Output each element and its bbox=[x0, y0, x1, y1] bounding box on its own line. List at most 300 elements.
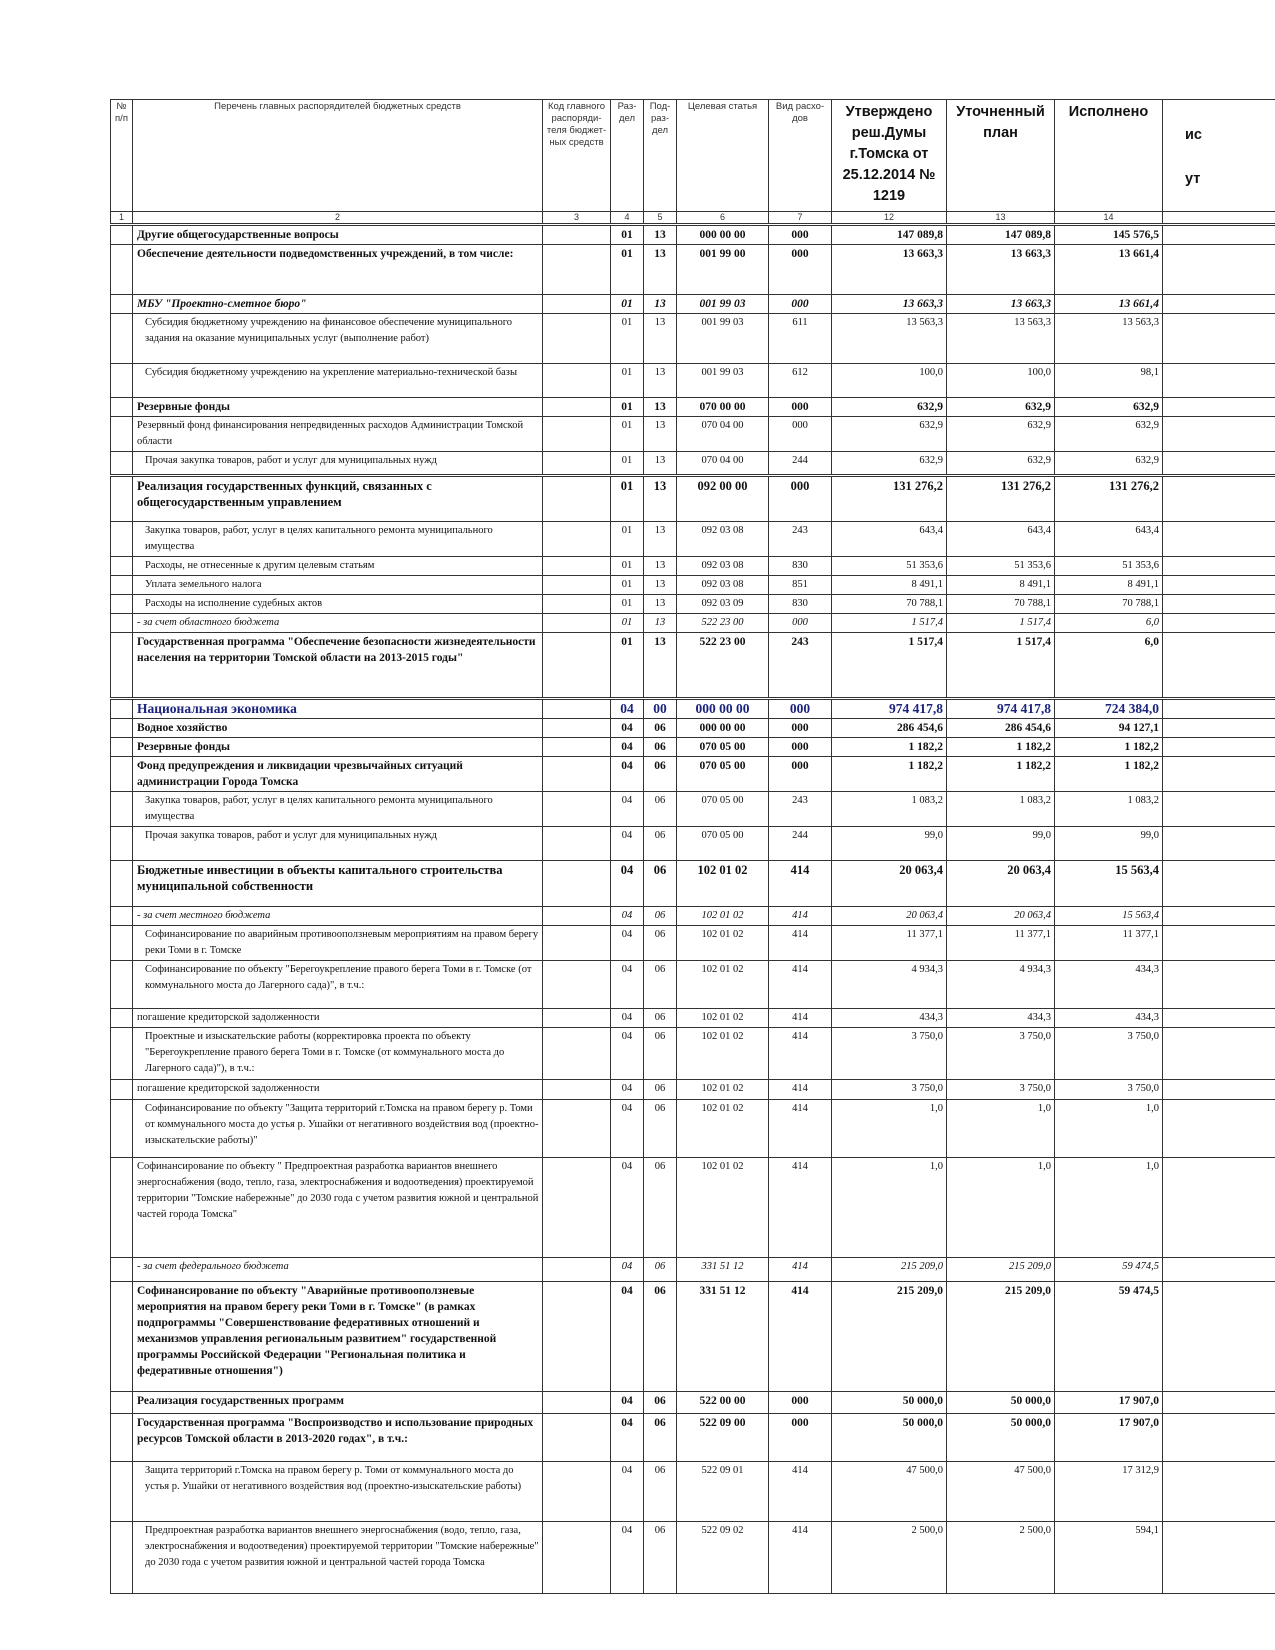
approved-cell: 1 517,4 bbox=[832, 614, 947, 633]
cut-cell bbox=[1163, 576, 1275, 595]
vid-cell: 000 bbox=[769, 476, 832, 522]
budget-sheet bbox=[110, 99, 1275, 1594]
podrazdel-cell: 13 bbox=[644, 476, 677, 522]
podrazdel-cell: 13 bbox=[644, 314, 677, 364]
target-cell: 070 05 00 bbox=[677, 827, 769, 861]
executed-cell: 6,0 bbox=[1055, 614, 1163, 633]
podrazdel-cell: 13 bbox=[644, 576, 677, 595]
code-cell bbox=[543, 1028, 611, 1080]
vid-cell: 000 bbox=[769, 757, 832, 792]
num-cell bbox=[111, 557, 133, 576]
vid-cell: 000 bbox=[769, 225, 832, 245]
num-cell bbox=[111, 476, 133, 522]
target-cell: 522 09 01 bbox=[677, 1462, 769, 1522]
target-cell: 001 99 00 bbox=[677, 245, 769, 295]
executed-cell: 15 563,4 bbox=[1055, 861, 1163, 907]
table-row bbox=[111, 827, 1275, 861]
plan-cell: 100,0 bbox=[947, 364, 1055, 398]
approved-cell: 974 417,8 bbox=[832, 699, 947, 719]
name-cell: - за счет федерального бюджета bbox=[133, 1258, 543, 1282]
podrazdel-cell: 06 bbox=[644, 719, 677, 738]
approved-cell: 70 788,1 bbox=[832, 595, 947, 614]
vid-cell: 000 bbox=[769, 398, 832, 417]
vid-cell: 243 bbox=[769, 633, 832, 699]
plan-cell: 8 491,1 bbox=[947, 576, 1055, 595]
code-cell bbox=[543, 1100, 611, 1158]
num-cell bbox=[111, 757, 133, 792]
approved-cell: 20 063,4 bbox=[832, 861, 947, 907]
executed-cell: 724 384,0 bbox=[1055, 699, 1163, 719]
executed-cell: 434,3 bbox=[1055, 961, 1163, 1009]
name-cell: Фонд предупреждения и ликвидации чрезвычайных ситуаций администрации Города Томска bbox=[133, 757, 543, 792]
podrazdel-cell: 06 bbox=[644, 1392, 677, 1414]
approved-cell: 286 454,6 bbox=[832, 719, 947, 738]
approved-cell: 434,3 bbox=[832, 1009, 947, 1028]
target-cell: 102 01 02 bbox=[677, 961, 769, 1009]
cut-cell bbox=[1163, 907, 1275, 926]
col-number: 4 bbox=[611, 212, 644, 225]
cut-cell bbox=[1163, 1282, 1275, 1392]
approved-cell: 1 517,4 bbox=[832, 633, 947, 699]
header-cut-2: ут bbox=[1185, 171, 1201, 187]
target-cell: 102 01 02 bbox=[677, 1028, 769, 1080]
num-cell bbox=[111, 452, 133, 476]
table-row bbox=[111, 417, 1275, 452]
razdel-cell: 01 bbox=[611, 417, 644, 452]
executed-cell: 594,1 bbox=[1055, 1522, 1163, 1594]
col-number: 12 bbox=[832, 212, 947, 225]
name-cell: Закупка товаров, работ, услуг в целях капитального ремонта муниципального имущества bbox=[133, 522, 543, 557]
plan-cell: 13 663,3 bbox=[947, 295, 1055, 314]
target-cell: 331 51 12 bbox=[677, 1258, 769, 1282]
plan-cell: 1,0 bbox=[947, 1158, 1055, 1258]
plan-cell: 3 750,0 bbox=[947, 1028, 1055, 1080]
razdel-cell: 04 bbox=[611, 757, 644, 792]
vid-cell: 414 bbox=[769, 861, 832, 907]
cut-cell bbox=[1163, 827, 1275, 861]
approved-cell: 215 209,0 bbox=[832, 1282, 947, 1392]
num-cell bbox=[111, 738, 133, 757]
vid-cell: 414 bbox=[769, 961, 832, 1009]
code-cell bbox=[543, 557, 611, 576]
podrazdel-cell: 06 bbox=[644, 1282, 677, 1392]
podrazdel-cell: 06 bbox=[644, 792, 677, 827]
header-num: № п/п bbox=[111, 100, 133, 212]
num-cell bbox=[111, 522, 133, 557]
name-cell: Расходы, не отнесенные к другим целевым статьям bbox=[133, 557, 543, 576]
cut-cell bbox=[1163, 1414, 1275, 1462]
cut-cell bbox=[1163, 1462, 1275, 1522]
num-cell bbox=[111, 633, 133, 699]
col-number: 7 bbox=[769, 212, 832, 225]
cut-cell bbox=[1163, 792, 1275, 827]
table-row bbox=[111, 1158, 1275, 1258]
podrazdel-cell: 06 bbox=[644, 907, 677, 926]
header-podrazdel: Под-раз-дел bbox=[644, 100, 677, 212]
name-cell: Резервный фонд финансирования непредвиденных расходов Администрации Томской области bbox=[133, 417, 543, 452]
target-cell: 070 05 00 bbox=[677, 792, 769, 827]
razdel-cell: 01 bbox=[611, 295, 644, 314]
vid-cell: 414 bbox=[769, 1009, 832, 1028]
razdel-cell: 01 bbox=[611, 557, 644, 576]
name-cell: погашение кредиторской задолженности bbox=[133, 1080, 543, 1100]
table-row bbox=[111, 1080, 1275, 1100]
num-cell bbox=[111, 699, 133, 719]
cut-cell bbox=[1163, 1100, 1275, 1158]
podrazdel-cell: 06 bbox=[644, 1414, 677, 1462]
vid-cell: 244 bbox=[769, 452, 832, 476]
plan-cell: 1,0 bbox=[947, 1100, 1055, 1158]
table-row bbox=[111, 476, 1275, 522]
vid-cell: 000 bbox=[769, 738, 832, 757]
num-cell bbox=[111, 719, 133, 738]
razdel-cell: 04 bbox=[611, 1462, 644, 1522]
name-cell: Резервные фонды bbox=[133, 738, 543, 757]
col-number: 3 bbox=[543, 212, 611, 225]
num-cell bbox=[111, 1414, 133, 1462]
executed-cell: 13 661,4 bbox=[1055, 245, 1163, 295]
razdel-cell: 04 bbox=[611, 1392, 644, 1414]
executed-cell: 11 377,1 bbox=[1055, 926, 1163, 961]
target-cell: 102 01 02 bbox=[677, 926, 769, 961]
target-cell: 102 01 02 bbox=[677, 861, 769, 907]
header-target: Целевая статья bbox=[677, 100, 769, 212]
name-cell: Прочая закупка товаров, работ и услуг для муниципальных нужд bbox=[133, 452, 543, 476]
col-number: 1 bbox=[111, 212, 133, 225]
table-row bbox=[111, 738, 1275, 757]
approved-cell: 8 491,1 bbox=[832, 576, 947, 595]
cut-cell bbox=[1163, 1392, 1275, 1414]
column-number-row bbox=[111, 212, 1275, 225]
plan-cell: 20 063,4 bbox=[947, 907, 1055, 926]
col-number: 2 bbox=[133, 212, 543, 225]
cut-cell bbox=[1163, 719, 1275, 738]
table-row bbox=[111, 861, 1275, 907]
name-cell: Обеспечение деятельности подведомственных учреждений, в том числе: bbox=[133, 245, 543, 295]
code-cell bbox=[543, 1158, 611, 1258]
cut-cell bbox=[1163, 738, 1275, 757]
name-cell: Прочая закупка товаров, работ и услуг для муниципальных нужд bbox=[133, 827, 543, 861]
cut-cell bbox=[1163, 245, 1275, 295]
razdel-cell: 04 bbox=[611, 861, 644, 907]
target-cell: 102 01 02 bbox=[677, 907, 769, 926]
table-row bbox=[111, 1028, 1275, 1080]
razdel-cell: 01 bbox=[611, 522, 644, 557]
table-row bbox=[111, 1522, 1275, 1594]
podrazdel-cell: 06 bbox=[644, 757, 677, 792]
cut-cell bbox=[1163, 314, 1275, 364]
table-row bbox=[111, 1100, 1275, 1158]
target-cell: 000 00 00 bbox=[677, 719, 769, 738]
plan-cell: 1 517,4 bbox=[947, 633, 1055, 699]
executed-cell: 632,9 bbox=[1055, 398, 1163, 417]
razdel-cell: 01 bbox=[611, 452, 644, 476]
num-cell bbox=[111, 576, 133, 595]
target-cell: 070 04 00 bbox=[677, 417, 769, 452]
plan-cell: 4 934,3 bbox=[947, 961, 1055, 1009]
target-cell: 102 01 02 bbox=[677, 1009, 769, 1028]
razdel-cell: 04 bbox=[611, 738, 644, 757]
num-cell bbox=[111, 1158, 133, 1258]
podrazdel-cell: 13 bbox=[644, 557, 677, 576]
approved-cell: 13 663,3 bbox=[832, 295, 947, 314]
name-cell: Софинансирование по аварийным противооползневым мероприятиям на правом берегу реки Томи в г. Томске bbox=[133, 926, 543, 961]
approved-cell: 13 663,3 bbox=[832, 245, 947, 295]
plan-cell: 215 209,0 bbox=[947, 1258, 1055, 1282]
vid-cell: 414 bbox=[769, 1522, 832, 1594]
code-cell bbox=[543, 614, 611, 633]
cut-cell bbox=[1163, 1028, 1275, 1080]
plan-cell: 1 083,2 bbox=[947, 792, 1055, 827]
approved-cell: 215 209,0 bbox=[832, 1258, 947, 1282]
razdel-cell: 04 bbox=[611, 1028, 644, 1080]
podrazdel-cell: 00 bbox=[644, 699, 677, 719]
table-row bbox=[111, 1009, 1275, 1028]
plan-cell: 1 182,2 bbox=[947, 757, 1055, 792]
podrazdel-cell: 13 bbox=[644, 364, 677, 398]
num-cell bbox=[111, 827, 133, 861]
num-cell bbox=[111, 225, 133, 245]
code-cell bbox=[543, 757, 611, 792]
num-cell bbox=[111, 614, 133, 633]
target-cell: 000 00 00 bbox=[677, 699, 769, 719]
header-code: Код главного распоряди-теля бюджет-ных средств bbox=[543, 100, 611, 212]
plan-cell: 70 788,1 bbox=[947, 595, 1055, 614]
name-cell: Субсидия бюджетному учреждению на укрепление материально-технической базы bbox=[133, 364, 543, 398]
vid-cell: 000 bbox=[769, 1392, 832, 1414]
executed-cell: 8 491,1 bbox=[1055, 576, 1163, 595]
approved-cell: 100,0 bbox=[832, 364, 947, 398]
razdel-cell: 04 bbox=[611, 1009, 644, 1028]
approved-cell: 20 063,4 bbox=[832, 907, 947, 926]
executed-cell: 643,4 bbox=[1055, 522, 1163, 557]
num-cell bbox=[111, 861, 133, 907]
code-cell bbox=[543, 1282, 611, 1392]
name-cell: Уплата земельного налога bbox=[133, 576, 543, 595]
name-cell: Национальная экономика bbox=[133, 699, 543, 719]
cut-cell bbox=[1163, 1522, 1275, 1594]
razdel-cell: 04 bbox=[611, 1282, 644, 1392]
executed-cell: 17 312,9 bbox=[1055, 1462, 1163, 1522]
table-row bbox=[111, 719, 1275, 738]
plan-cell: 51 353,6 bbox=[947, 557, 1055, 576]
plan-cell: 50 000,0 bbox=[947, 1392, 1055, 1414]
razdel-cell: 01 bbox=[611, 476, 644, 522]
approved-cell: 13 563,3 bbox=[832, 314, 947, 364]
code-cell bbox=[543, 907, 611, 926]
plan-cell: 11 377,1 bbox=[947, 926, 1055, 961]
podrazdel-cell: 13 bbox=[644, 398, 677, 417]
code-cell bbox=[543, 1009, 611, 1028]
plan-cell: 147 089,8 bbox=[947, 225, 1055, 245]
approved-cell: 51 353,6 bbox=[832, 557, 947, 576]
code-cell bbox=[543, 1392, 611, 1414]
target-cell: 331 51 12 bbox=[677, 1282, 769, 1392]
code-cell bbox=[543, 719, 611, 738]
cut-cell bbox=[1163, 1009, 1275, 1028]
podrazdel-cell: 06 bbox=[644, 861, 677, 907]
vid-cell: 000 bbox=[769, 245, 832, 295]
code-cell bbox=[543, 314, 611, 364]
razdel-cell: 01 bbox=[611, 595, 644, 614]
target-cell: 102 01 02 bbox=[677, 1100, 769, 1158]
table-row bbox=[111, 557, 1275, 576]
razdel-cell: 01 bbox=[611, 614, 644, 633]
podrazdel-cell: 06 bbox=[644, 961, 677, 1009]
cut-cell bbox=[1163, 961, 1275, 1009]
executed-cell: 1,0 bbox=[1055, 1100, 1163, 1158]
name-cell: Проектные и изыскательские работы (корректировка проекта по объекту "Берегоукрепление правого берега Томи в г. Томске (от коммунального моста до Лагерного сада)"), в т.ч.: bbox=[133, 1028, 543, 1080]
table-row bbox=[111, 699, 1275, 719]
code-cell bbox=[543, 738, 611, 757]
razdel-cell: 01 bbox=[611, 633, 644, 699]
approved-cell: 1 182,2 bbox=[832, 738, 947, 757]
vid-cell: 414 bbox=[769, 1158, 832, 1258]
executed-cell: 13 661,4 bbox=[1055, 295, 1163, 314]
target-cell: 522 23 00 bbox=[677, 633, 769, 699]
col-number: 13 bbox=[947, 212, 1055, 225]
podrazdel-cell: 06 bbox=[644, 738, 677, 757]
code-cell bbox=[543, 1522, 611, 1594]
plan-cell: 131 276,2 bbox=[947, 476, 1055, 522]
cut-cell bbox=[1163, 757, 1275, 792]
vid-cell: 000 bbox=[769, 295, 832, 314]
table-row bbox=[111, 792, 1275, 827]
executed-cell: 145 576,5 bbox=[1055, 225, 1163, 245]
num-cell bbox=[111, 1392, 133, 1414]
num-cell bbox=[111, 245, 133, 295]
vid-cell: 851 bbox=[769, 576, 832, 595]
executed-cell: 59 474,5 bbox=[1055, 1282, 1163, 1392]
vid-cell: 243 bbox=[769, 522, 832, 557]
num-cell bbox=[111, 961, 133, 1009]
table-row bbox=[111, 452, 1275, 476]
target-cell: 070 04 00 bbox=[677, 452, 769, 476]
num-cell bbox=[111, 1462, 133, 1522]
target-cell: 522 23 00 bbox=[677, 614, 769, 633]
podrazdel-cell: 06 bbox=[644, 1462, 677, 1522]
table-row bbox=[111, 926, 1275, 961]
podrazdel-cell: 13 bbox=[644, 417, 677, 452]
name-cell: Предпроектная разработка вариантов внешнего энергоснабжения (водо, тепло, газа, электроснабжения и водоотведения) проектируемой территории "Томские набережные" до 2030 года с учетом развития южной и центральной частей города Томска bbox=[133, 1522, 543, 1594]
code-cell bbox=[543, 522, 611, 557]
name-cell: Защита территорий г.Томска на правом берегу р. Томи от коммунального моста до устья р. Ушайки от негативного воздействия вод (проектно-изыскательские работы) bbox=[133, 1462, 543, 1522]
cut-cell bbox=[1163, 476, 1275, 522]
vid-cell: 000 bbox=[769, 614, 832, 633]
vid-cell: 612 bbox=[769, 364, 832, 398]
cut-cell bbox=[1163, 633, 1275, 699]
podrazdel-cell: 13 bbox=[644, 452, 677, 476]
approved-cell: 4 934,3 bbox=[832, 961, 947, 1009]
plan-cell: 632,9 bbox=[947, 417, 1055, 452]
approved-cell: 632,9 bbox=[832, 417, 947, 452]
code-cell bbox=[543, 576, 611, 595]
executed-cell: 13 563,3 bbox=[1055, 314, 1163, 364]
name-cell: Другие общегосударственные вопросы bbox=[133, 225, 543, 245]
razdel-cell: 01 bbox=[611, 245, 644, 295]
num-cell bbox=[111, 595, 133, 614]
code-cell bbox=[543, 792, 611, 827]
razdel-cell: 04 bbox=[611, 1158, 644, 1258]
budget-table bbox=[110, 99, 1275, 1594]
name-cell: Водное хозяйство bbox=[133, 719, 543, 738]
vid-cell: 244 bbox=[769, 827, 832, 861]
target-cell: 092 03 08 bbox=[677, 557, 769, 576]
executed-cell: 1,0 bbox=[1055, 1158, 1163, 1258]
code-cell bbox=[543, 1414, 611, 1462]
vid-cell: 414 bbox=[769, 1100, 832, 1158]
table-body bbox=[111, 225, 1275, 1594]
razdel-cell: 04 bbox=[611, 719, 644, 738]
num-cell bbox=[111, 1282, 133, 1392]
approved-cell: 1 083,2 bbox=[832, 792, 947, 827]
col-number: 6 bbox=[677, 212, 769, 225]
plan-cell: 215 209,0 bbox=[947, 1282, 1055, 1392]
executed-cell: 94 127,1 bbox=[1055, 719, 1163, 738]
header-vid: Вид расхо-дов bbox=[769, 100, 832, 212]
vid-cell: 414 bbox=[769, 1028, 832, 1080]
target-cell: 522 00 00 bbox=[677, 1392, 769, 1414]
table-row bbox=[111, 522, 1275, 557]
col-number: 5 bbox=[644, 212, 677, 225]
podrazdel-cell: 06 bbox=[644, 1522, 677, 1594]
razdel-cell: 04 bbox=[611, 792, 644, 827]
approved-cell: 632,9 bbox=[832, 452, 947, 476]
approved-cell: 3 750,0 bbox=[832, 1080, 947, 1100]
executed-cell: 17 907,0 bbox=[1055, 1414, 1163, 1462]
podrazdel-cell: 06 bbox=[644, 926, 677, 961]
code-cell bbox=[543, 926, 611, 961]
header-cut bbox=[1163, 100, 1275, 212]
plan-cell: 50 000,0 bbox=[947, 1414, 1055, 1462]
podrazdel-cell: 06 bbox=[644, 1100, 677, 1158]
approved-cell: 147 089,8 bbox=[832, 225, 947, 245]
table-header-row bbox=[111, 100, 1275, 212]
header-executed: Исполнено bbox=[1055, 100, 1163, 212]
code-cell bbox=[543, 476, 611, 522]
name-cell: Резервные фонды bbox=[133, 398, 543, 417]
name-cell: Закупка товаров, работ, услуг в целях капитального ремонта муниципального имущества bbox=[133, 792, 543, 827]
podrazdel-cell: 13 bbox=[644, 614, 677, 633]
num-cell bbox=[111, 314, 133, 364]
cut-cell bbox=[1163, 1258, 1275, 1282]
cut-cell bbox=[1163, 295, 1275, 314]
code-cell bbox=[543, 1258, 611, 1282]
executed-cell: 70 788,1 bbox=[1055, 595, 1163, 614]
vid-cell: 000 bbox=[769, 417, 832, 452]
razdel-cell: 04 bbox=[611, 827, 644, 861]
code-cell bbox=[543, 364, 611, 398]
vid-cell: 000 bbox=[769, 1414, 832, 1462]
num-cell bbox=[111, 295, 133, 314]
code-cell bbox=[543, 225, 611, 245]
cut-cell bbox=[1163, 417, 1275, 452]
name-cell: Государственная программа "Воспроизводство и использование природных ресурсов Томской области в 2013-2020 годах", в т.ч.: bbox=[133, 1414, 543, 1462]
plan-cell: 99,0 bbox=[947, 827, 1055, 861]
target-cell: 070 05 00 bbox=[677, 738, 769, 757]
table-row bbox=[111, 907, 1275, 926]
code-cell bbox=[543, 417, 611, 452]
approved-cell: 1,0 bbox=[832, 1158, 947, 1258]
cut-cell bbox=[1163, 926, 1275, 961]
num-cell bbox=[111, 1258, 133, 1282]
name-cell: Софинансирование по объекту "Аварийные противооползневые мероприятия на правом берегу реки Томи в г. Томске" (в рамках подпрограммы "Совершенствование федеративных отношений и механизмов управления региональным развитием" государственной программы Российской Федерации "Региональная политика и федеративные отношения") bbox=[133, 1282, 543, 1392]
plan-cell: 20 063,4 bbox=[947, 861, 1055, 907]
target-cell: 092 03 08 bbox=[677, 522, 769, 557]
table-row bbox=[111, 295, 1275, 314]
header-cut-1: ис bbox=[1185, 127, 1202, 143]
vid-cell: 414 bbox=[769, 926, 832, 961]
